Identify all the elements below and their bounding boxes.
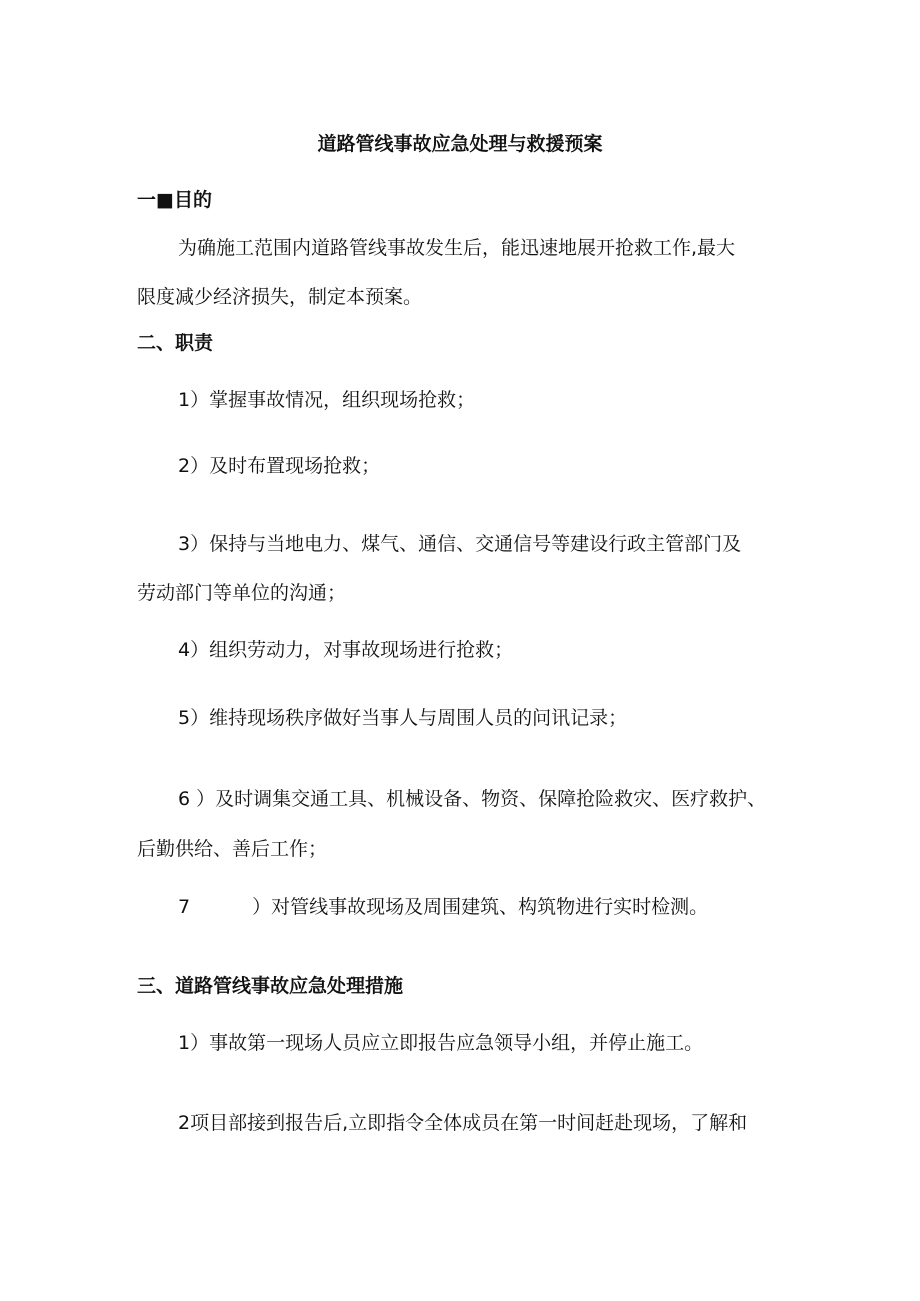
duty-item-6-line-1: 6 ）及时调集交通工具、机械设备、物资、保障抢险救灾、医疗救护、 [178,788,767,810]
duty-item-7-number: 7 [178,896,191,918]
section-heading-purpose: 一■目的 [137,189,212,211]
duty-item-7 [178,894,708,920]
measure-item-1: 1）事故第一现场人员应立即报告应急领导小组，并停止施工。 [178,1032,704,1054]
duty-item-4: 4）组织劳动力，对事故现场进行抢救； [178,639,514,661]
section-heading-duties: 二、职责 [137,332,214,354]
duty-item-1: 1）掌握事故情况，组织现场抢救； [178,389,476,411]
purpose-paragraph-line-1: 为确施工范围内道路管线事故发生后，能迅速地展开抢救工作,最大 [178,237,736,259]
duty-item-2: 2）及时布置现场抢救； [178,455,381,477]
duty-item-3-line-2: 劳动部门等单位的沟通； [137,582,347,604]
section-heading-measures: 三、道路管线事故应急处理措施 [137,975,404,997]
duty-item-3-line-1: 3）保持与当地电力、煤气、通信、交通信号等建设行政主管部门及 [178,533,742,555]
purpose-paragraph-line-2: 限度减少经济损失，制定本预案。 [137,286,423,308]
duty-item-7-text: ）对管线事故现场及周围建筑、构筑物进行实时检测。 [252,896,709,918]
measure-item-2: 2项目部接到报告后,立即指令全体成员在第一时间赶赴现场，了解和 [178,1112,748,1134]
document-title: 道路管线事故应急处理与救援预案 [317,133,603,155]
duty-item-5: 5）维持现场秩序做好当事人与周围人员的问讯记录； [178,707,628,729]
duty-item-6-line-2: 后勤供给、善后工作； [137,838,328,860]
